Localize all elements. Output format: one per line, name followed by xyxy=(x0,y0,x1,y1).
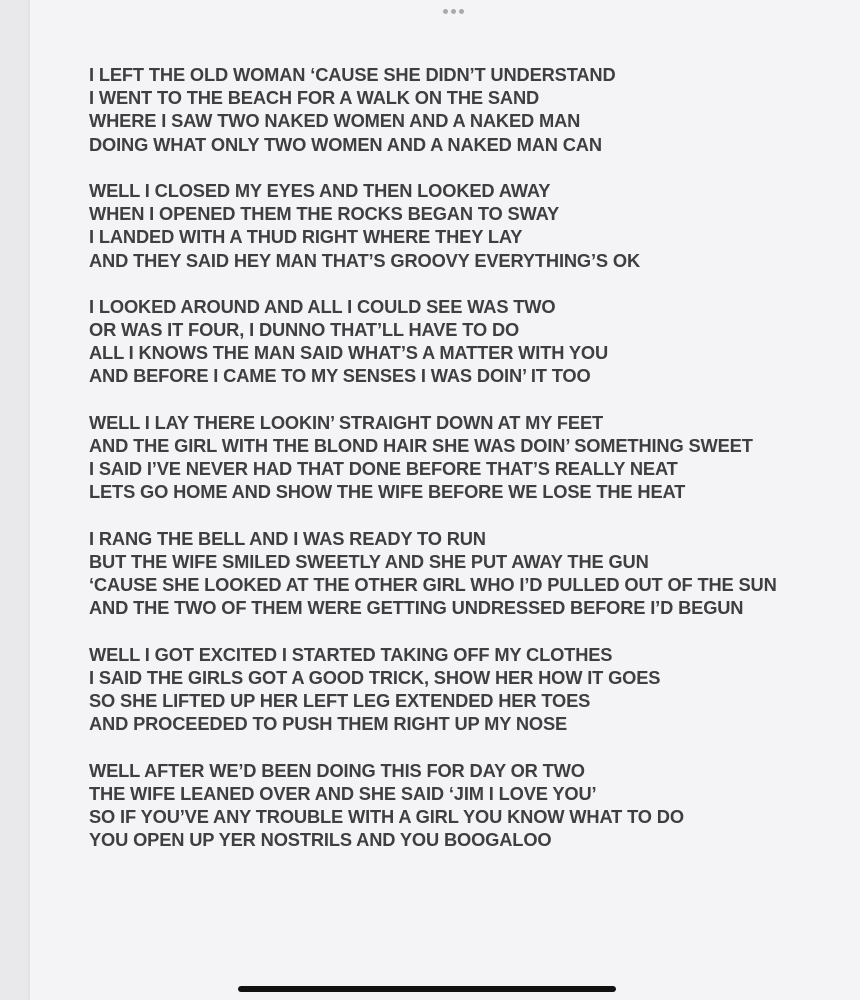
lyric-line: BUT THE WIFE SMILED SWEETLY AND SHE PUT AWAY THE GUN xyxy=(89,550,649,572)
ellipsis-icon[interactable] xyxy=(443,9,464,14)
lyric-line: I SAID THE GIRLS GOT A GOOD TRICK, SHOW HER HOW IT GOES xyxy=(89,666,661,688)
lyric-line: SO SHE LIFTED UP HER LEFT LEG EXTENDED HER TOES xyxy=(89,690,591,712)
dot xyxy=(459,9,464,14)
lyric-line: I LOOKED AROUND AND ALL I COULD SEE WAS TWO xyxy=(89,295,556,317)
lyric-line: OR WAS IT FOUR, I DUNNO THAT’LL HAVE TO DO xyxy=(89,319,520,341)
lyric-line: I LEFT THE OLD WOMAN ‘CAUSE SHE DIDN’T UNDERSTAND xyxy=(89,64,616,85)
lyric-line: I LANDED WITH A THUD RIGHT WHERE THEY LAY xyxy=(89,226,523,248)
lyric-line: WELL I CLOSED MY EYES AND THEN LOOKED AWAY xyxy=(89,179,551,201)
stanza-2 xyxy=(89,179,860,272)
lyric-line: ‘CAUSE SHE LOOKED AT THE OTHER GIRL WHO I’D PULLED OUT OF THE SUN xyxy=(89,574,777,596)
lyric-line: I SAID I’VE NEVER HAD THAT DONE BEFORE THAT’S REALLY NEAT xyxy=(89,458,678,480)
lyric-line: ALL I KNOWS THE MAN SAID WHAT’S A MATTER WITH YOU xyxy=(89,342,609,364)
lyric-line: I WENT TO THE BEACH FOR A WALK ON THE SAND xyxy=(89,87,540,109)
lyrics-body xyxy=(89,63,860,875)
lyric-line: WELL I GOT EXCITED I STARTED TAKING OFF MY CLOTHES xyxy=(89,643,613,665)
lyric-line: AND THE GIRL WITH THE BLOND HAIR SHE WAS DOIN’ SOMETHING SWEET xyxy=(89,435,753,456)
lyric-line: WHEN I OPENED THEM THE ROCKS BEGAN TO SWAY xyxy=(89,203,560,225)
stanza-3 xyxy=(89,295,860,388)
lyric-line: AND THE TWO OF THEM WERE GETTING UNDRESSED BEFORE I’D BEGUN xyxy=(89,597,744,619)
lyric-line: DOING WHAT ONLY TWO WOMEN AND A NAKED MAN CAN xyxy=(89,133,602,155)
lyric-line: AND PROCEEDED TO PUSH THEM RIGHT UP MY NOSE xyxy=(89,713,568,735)
lyric-line: AND BEFORE I CAME TO MY SENSES I WAS DOIN’ IT TOO xyxy=(89,365,591,387)
stanza-5 xyxy=(89,527,860,620)
lyric-line: I RANG THE BELL AND I WAS READY TO RUN xyxy=(89,527,486,549)
lyric-line: THE WIFE LEANED OVER AND SHE SAID ‘JIM I LOVE YOU’ xyxy=(89,782,597,804)
stanza-4 xyxy=(89,411,860,504)
lyric-line: WELL AFTER WE’D BEEN DOING THIS FOR DAY OR TWO xyxy=(89,759,585,781)
dot xyxy=(443,9,448,14)
stanza-7 xyxy=(89,759,860,852)
stanza-1 xyxy=(89,63,860,156)
home-indicator-bar[interactable] xyxy=(238,986,616,992)
stanza-6 xyxy=(89,643,860,736)
lyric-line: LETS GO HOME AND SHOW THE WIFE BEFORE WE LOSE THE HEAT xyxy=(89,481,686,503)
dot xyxy=(451,9,456,14)
lyric-line: WELL I LAY THERE LOOKIN’ STRAIGHT DOWN AT MY FEET xyxy=(89,411,604,433)
lyric-line: YOU OPEN UP YER NOSTRILS AND YOU BOOGALOO xyxy=(89,829,552,851)
lyric-line: WHERE I SAW TWO NAKED WOMEN AND A NAKED MAN xyxy=(89,110,581,132)
lyric-line: SO IF YOU’VE ANY TROUBLE WITH A GIRL YOU KNOW WHAT TO DO xyxy=(89,806,684,827)
lyric-line: AND THEY SAID HEY MAN THAT’S GROOVY EVERYTHING’S OK xyxy=(89,249,641,271)
